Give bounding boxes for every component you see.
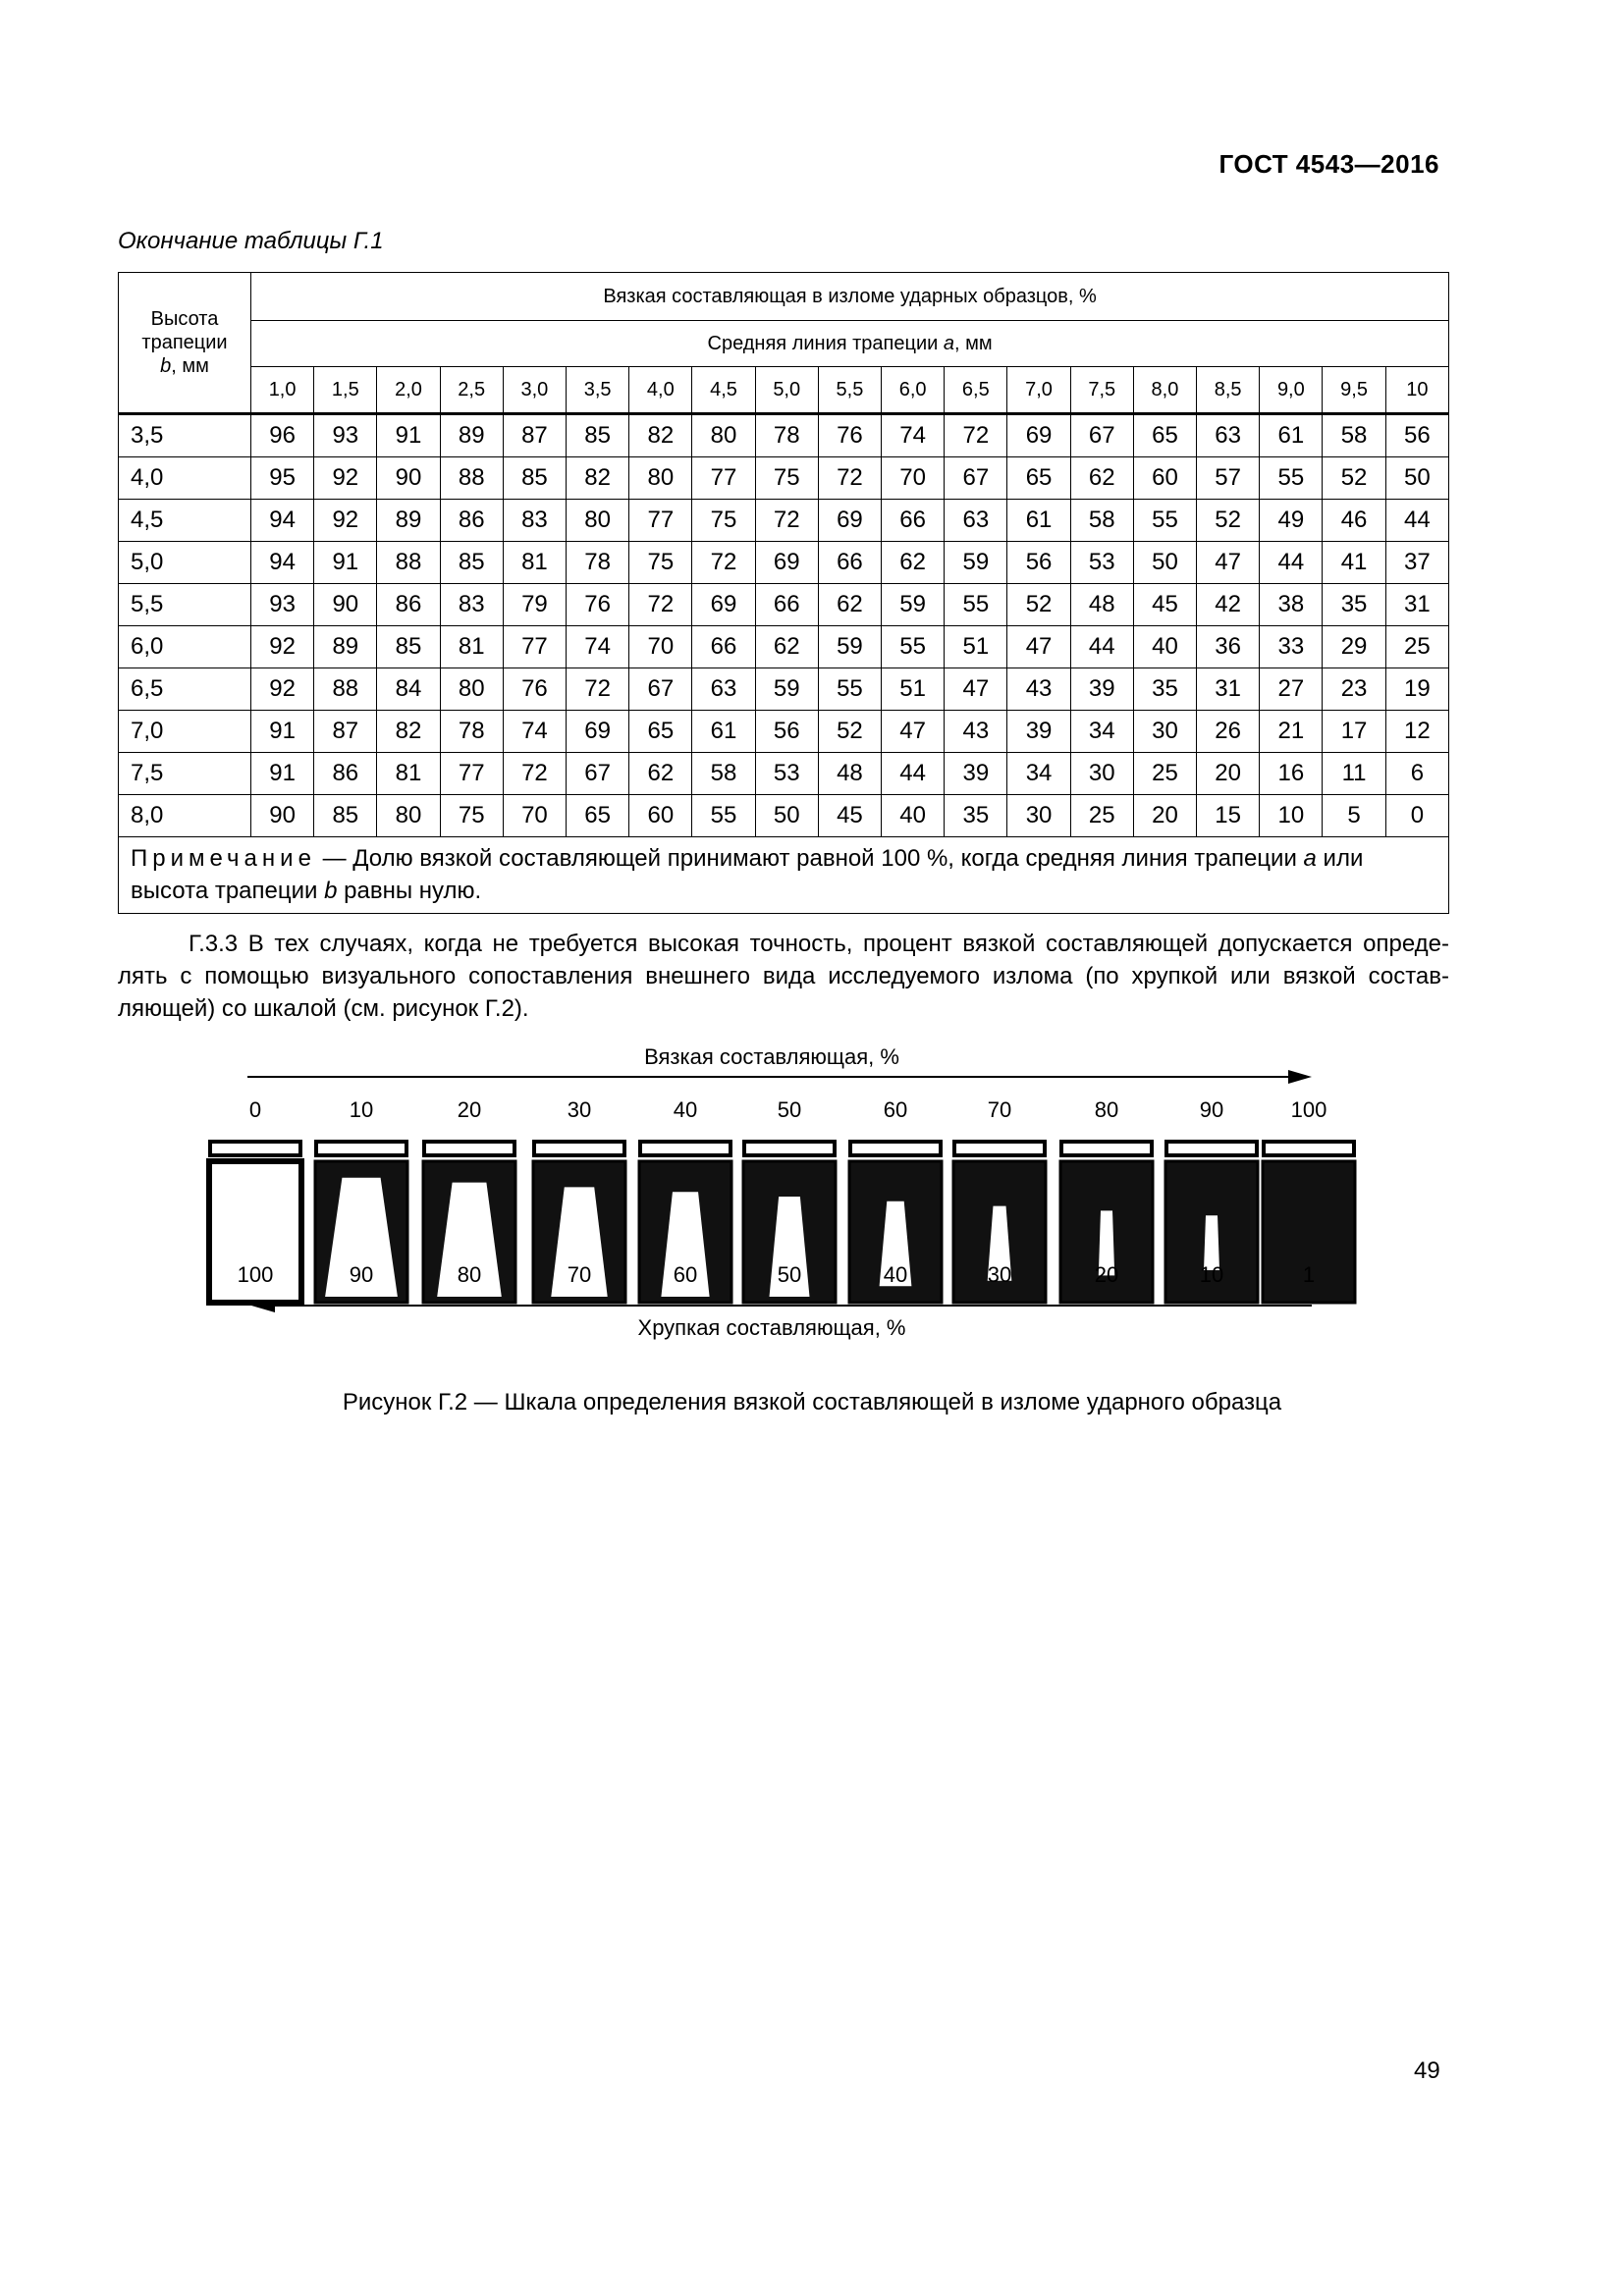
table-cell: 40 [882, 795, 945, 837]
table-cell: 85 [314, 795, 377, 837]
table-cell: 34 [1070, 711, 1133, 753]
table-cell: 12 [1385, 711, 1448, 753]
a-value-header: 7,5 [1070, 367, 1133, 414]
table-cell: 89 [377, 500, 440, 542]
table-cell: 25 [1133, 753, 1196, 795]
ductile-scale-value: 50 [777, 1097, 802, 1122]
table-cell: 92 [251, 668, 314, 711]
table-cell: 85 [567, 414, 629, 457]
table-cell: 49 [1260, 500, 1323, 542]
a-value-header: 4,0 [629, 367, 692, 414]
table-cell: 35 [1323, 584, 1385, 626]
table-cell: 63 [945, 500, 1007, 542]
table-cell: 58 [692, 753, 755, 795]
ductile-scale-value: 0 [248, 1097, 262, 1122]
stub-header-line: Высота [150, 308, 219, 330]
specimen-notch-strip [640, 1142, 731, 1155]
table-cell: 60 [629, 795, 692, 837]
specimen-notch-strip [850, 1142, 941, 1155]
table-cell: 90 [377, 457, 440, 500]
table-cell: 77 [503, 626, 566, 668]
standard-number: ГОСТ 4543—2016 [1218, 149, 1439, 179]
table-cell: 27 [1260, 668, 1323, 711]
table-cell: 6 [1385, 753, 1448, 795]
a-value-header: 4,5 [692, 367, 755, 414]
table-cell: 80 [567, 500, 629, 542]
table-cell: 60 [1133, 457, 1196, 500]
table-cell: 25 [1385, 626, 1448, 668]
row-b-value: 7,0 [119, 711, 251, 753]
table-cell: 33 [1260, 626, 1323, 668]
row-b-value: 8,0 [119, 795, 251, 837]
specimen-notch-strip [1061, 1142, 1152, 1155]
table-cell: 17 [1323, 711, 1385, 753]
table-cell: 66 [755, 584, 818, 626]
table-cell: 81 [440, 626, 503, 668]
table-cell: 67 [1070, 414, 1133, 457]
table-cell: 77 [692, 457, 755, 500]
table-cell: 83 [440, 584, 503, 626]
table-cell: 77 [440, 753, 503, 795]
table-cell: 47 [882, 711, 945, 753]
note-var-a: a [1303, 845, 1317, 872]
table-cell: 35 [1133, 668, 1196, 711]
ductile-scale-value: 70 [987, 1097, 1012, 1122]
stub-header [119, 273, 251, 414]
table-cell: 67 [567, 753, 629, 795]
table-cell: 75 [440, 795, 503, 837]
specimen-notch-strip [210, 1142, 300, 1155]
table-cell: 47 [1197, 542, 1260, 584]
a-values-row [119, 367, 1449, 414]
table-cell: 53 [755, 753, 818, 795]
ductile-scale-value: 100 [1290, 1097, 1327, 1122]
table-cell: 78 [755, 414, 818, 457]
table-cell: 90 [251, 795, 314, 837]
note-row [119, 837, 1449, 914]
table-cell: 45 [818, 795, 881, 837]
table-cell: 50 [1133, 542, 1196, 584]
table-cell: 62 [818, 584, 881, 626]
ductile-table [118, 272, 1447, 914]
table-cell: 89 [314, 626, 377, 668]
table-cell: 39 [1070, 668, 1133, 711]
table-row [119, 457, 1449, 500]
a-value-header: 1,0 [251, 367, 314, 414]
table-cell: 62 [1070, 457, 1133, 500]
a-value-header: 6,5 [945, 367, 1007, 414]
table-cell: 20 [1197, 753, 1260, 795]
table-cell: 20 [1133, 795, 1196, 837]
paragraph-line: ляющей) со шкалой (см. рисунок Г.2). [118, 995, 529, 1022]
table-cell: 52 [818, 711, 881, 753]
table-cell: 69 [567, 711, 629, 753]
table-cell: 75 [755, 457, 818, 500]
table-row [119, 668, 1449, 711]
table-cell: 95 [251, 457, 314, 500]
table-cell: 19 [1385, 668, 1448, 711]
table-cell: 86 [440, 500, 503, 542]
table-cell: 67 [629, 668, 692, 711]
table-cell: 82 [377, 711, 440, 753]
table-cell: 59 [818, 626, 881, 668]
brittle-scale-value: 10 [1199, 1262, 1224, 1287]
table-cell: 88 [440, 457, 503, 500]
ductile-scale-value: 10 [349, 1097, 374, 1122]
table-cell: 72 [567, 668, 629, 711]
brittle-scale-value: 60 [673, 1262, 698, 1287]
table-cell: 76 [567, 584, 629, 626]
table-cell: 42 [1197, 584, 1260, 626]
table-cell: 91 [251, 753, 314, 795]
sub-header: Средняя линия трапеции a, мм [251, 321, 1449, 367]
table-cell: 59 [882, 584, 945, 626]
table-cell: 82 [629, 414, 692, 457]
table-cell: 44 [1385, 500, 1448, 542]
note-label: Примечание [131, 845, 316, 872]
var-b: b [160, 355, 172, 377]
table-cell: 90 [314, 584, 377, 626]
table-cell: 92 [251, 626, 314, 668]
table-cell: 69 [818, 500, 881, 542]
table-cell: 61 [692, 711, 755, 753]
table-cell: 91 [251, 711, 314, 753]
table-cell: 46 [1323, 500, 1385, 542]
table-cell: 91 [377, 414, 440, 457]
table-cell: 59 [945, 542, 1007, 584]
brittle-scale-value: 1 [1302, 1262, 1316, 1287]
table-cell: 48 [1070, 584, 1133, 626]
table-cell: 69 [1007, 414, 1070, 457]
table-row [119, 626, 1449, 668]
table-cell: 36 [1197, 626, 1260, 668]
ductile-scale-value: 40 [673, 1097, 698, 1122]
a-value-header: 9,0 [1260, 367, 1323, 414]
table-cell: 50 [1385, 457, 1448, 500]
table-cell: 55 [882, 626, 945, 668]
table-cell: 56 [755, 711, 818, 753]
table-cell: 51 [945, 626, 1007, 668]
table-cell: 38 [1260, 584, 1323, 626]
table-cell: 57 [1197, 457, 1260, 500]
stub-header-line: b, мм [160, 355, 209, 377]
table-cell: 81 [503, 542, 566, 584]
table-cell: 55 [692, 795, 755, 837]
table-cell: 63 [1197, 414, 1260, 457]
table-cell: 53 [1070, 542, 1133, 584]
table-cell: 52 [1007, 584, 1070, 626]
table-cell: 85 [377, 626, 440, 668]
table-cell: 16 [1260, 753, 1323, 795]
brittle-scale-value: 90 [349, 1262, 374, 1287]
table-cell: 39 [945, 753, 1007, 795]
ductile-axis-label: Вязкая составляющая, % [644, 1044, 899, 1069]
note-var-b: b [324, 878, 338, 904]
specimen-notch-strip [1264, 1142, 1354, 1155]
ductile-arrow-head [1288, 1070, 1312, 1084]
table-cell: 72 [692, 542, 755, 584]
table-cell: 52 [1197, 500, 1260, 542]
table-cell: 77 [629, 500, 692, 542]
table-cell: 62 [629, 753, 692, 795]
table-cell: 69 [755, 542, 818, 584]
table-cell: 56 [1385, 414, 1448, 457]
a-value-header: 7,0 [1007, 367, 1070, 414]
table-cell: 92 [314, 457, 377, 500]
table-cell: 78 [440, 711, 503, 753]
specimen-notch-strip [954, 1142, 1045, 1155]
brittle-scale-value: 30 [987, 1262, 1012, 1287]
table-caption: Окончание таблицы Г.1 [118, 228, 384, 254]
table-cell: 45 [1133, 584, 1196, 626]
table-cell: 66 [692, 626, 755, 668]
row-b-value: 4,0 [119, 457, 251, 500]
table-cell: 94 [251, 500, 314, 542]
note-text: — Долю вязкой составляющей принимают равной 100 %, когда средняя линия трапеции [315, 845, 1304, 872]
table-cell: 43 [945, 711, 1007, 753]
table-cell: 51 [882, 668, 945, 711]
table-row [119, 542, 1449, 584]
table-cell: 55 [1133, 500, 1196, 542]
table-cell: 30 [1133, 711, 1196, 753]
table-row [119, 795, 1449, 837]
ductile-scale-value: 60 [883, 1097, 908, 1122]
table-cell: 72 [945, 414, 1007, 457]
table-cell: 70 [882, 457, 945, 500]
table-cell: 75 [692, 500, 755, 542]
table-cell: 65 [1133, 414, 1196, 457]
table-cell: 62 [882, 542, 945, 584]
row-b-value: 5,0 [119, 542, 251, 584]
table-cell: 84 [377, 668, 440, 711]
table-cell: 70 [503, 795, 566, 837]
table-cell: 5 [1323, 795, 1385, 837]
brittle-scale-value: 20 [1094, 1262, 1119, 1287]
table-cell: 85 [503, 457, 566, 500]
table-cell: 72 [503, 753, 566, 795]
table-cell: 23 [1323, 668, 1385, 711]
row-b-value: 3,5 [119, 414, 251, 457]
table-cell: 58 [1070, 500, 1133, 542]
table-cell: 31 [1197, 668, 1260, 711]
table-cell: 66 [818, 542, 881, 584]
paragraph-g33 [118, 928, 1449, 1025]
top-header: Вязкая составляющая в изломе ударных образцов, % [251, 273, 1449, 321]
table-row [119, 753, 1449, 795]
table-cell: 41 [1323, 542, 1385, 584]
row-b-value: 5,5 [119, 584, 251, 626]
table-cell: 30 [1070, 753, 1133, 795]
var-a: a [943, 332, 954, 354]
table-cell: 67 [945, 457, 1007, 500]
table-cell: 25 [1070, 795, 1133, 837]
table-cell: 47 [945, 668, 1007, 711]
a-value-header: 6,0 [882, 367, 945, 414]
table-cell: 80 [692, 414, 755, 457]
ductile-scale-value: 80 [1094, 1097, 1119, 1122]
table-cell: 72 [755, 500, 818, 542]
specimen-notch-strip [1166, 1142, 1257, 1155]
table-cell: 44 [1070, 626, 1133, 668]
table-cell: 37 [1385, 542, 1448, 584]
table-cell: 86 [377, 584, 440, 626]
table-cell: 50 [755, 795, 818, 837]
table-cell: 65 [629, 711, 692, 753]
table-cell: 96 [251, 414, 314, 457]
table-cell: 72 [629, 584, 692, 626]
row-b-value: 6,5 [119, 668, 251, 711]
specimen-notch-strip [316, 1142, 406, 1155]
note-text: равны нулю. [337, 878, 482, 904]
table-cell: 59 [755, 668, 818, 711]
table-cell: 21 [1260, 711, 1323, 753]
table-cell: 40 [1133, 626, 1196, 668]
table-cell: 74 [503, 711, 566, 753]
table-cell: 56 [1007, 542, 1070, 584]
table-cell: 39 [1007, 711, 1070, 753]
table-cell: 87 [314, 711, 377, 753]
note-text: или высота трапеции [131, 845, 1364, 904]
row-b-value: 6,0 [119, 626, 251, 668]
figure-caption: Рисунок Г.2 — Шкала определения вязкой составляющей в изломе ударного образца [342, 1389, 1282, 1415]
specimen-notch-strip [424, 1142, 514, 1155]
a-value-header: 1,5 [314, 367, 377, 414]
table-cell: 76 [503, 668, 566, 711]
table-row [119, 711, 1449, 753]
table-note [119, 837, 1449, 914]
table-cell: 62 [755, 626, 818, 668]
table-cell: 91 [314, 542, 377, 584]
table-cell: 86 [314, 753, 377, 795]
ductile-scale-value: 90 [1199, 1097, 1224, 1122]
table-cell: 87 [503, 414, 566, 457]
table-cell: 80 [440, 668, 503, 711]
table-cell: 69 [692, 584, 755, 626]
table-cell: 44 [1260, 542, 1323, 584]
scale-arrows [0, 1031, 1624, 1355]
table-cell: 35 [945, 795, 1007, 837]
table-cell: 83 [503, 500, 566, 542]
table-cell: 55 [1260, 457, 1323, 500]
table-row [119, 414, 1449, 457]
table-cell: 26 [1197, 711, 1260, 753]
table-cell: 93 [251, 584, 314, 626]
row-b-value: 4,5 [119, 500, 251, 542]
table-cell: 81 [377, 753, 440, 795]
table-cell: 82 [567, 457, 629, 500]
table-cell: 30 [1007, 795, 1070, 837]
a-value-header: 10 [1385, 367, 1448, 414]
page-number: 49 [1414, 2057, 1440, 2084]
table-cell: 58 [1323, 414, 1385, 457]
brittle-scale-value: 50 [777, 1262, 802, 1287]
table-cell: 79 [503, 584, 566, 626]
table-cell: 10 [1260, 795, 1323, 837]
table-cell: 61 [1260, 414, 1323, 457]
specimen-notch-strip [744, 1142, 835, 1155]
a-value-header: 2,0 [377, 367, 440, 414]
table-cell: 11 [1323, 753, 1385, 795]
a-value-header: 5,5 [818, 367, 881, 414]
brittle-scale-value: 40 [883, 1262, 908, 1287]
table-cell: 52 [1323, 457, 1385, 500]
table-row [119, 584, 1449, 626]
brittle-scale-value: 100 [237, 1262, 274, 1287]
table-cell: 92 [314, 500, 377, 542]
table-cell: 66 [882, 500, 945, 542]
ductile-scale-value: 30 [567, 1097, 592, 1122]
table-cell: 55 [818, 668, 881, 711]
table-row [119, 500, 1449, 542]
table-cell: 61 [1007, 500, 1070, 542]
specimen-notch-strip [534, 1142, 624, 1155]
brittle-axis-label: Хрупкая составляющая, % [637, 1315, 906, 1340]
table-cell: 72 [818, 457, 881, 500]
figure-g2 [0, 1031, 1624, 1355]
brittle-scale-value: 80 [457, 1262, 482, 1287]
a-value-header: 3,0 [503, 367, 566, 414]
table-cell: 63 [692, 668, 755, 711]
table-cell: 74 [882, 414, 945, 457]
table-cell: 76 [818, 414, 881, 457]
stub-header-line: трапеции [141, 332, 228, 353]
table-cell: 74 [567, 626, 629, 668]
table-cell: 70 [629, 626, 692, 668]
table-cell: 47 [1007, 626, 1070, 668]
a-value-header: 5,0 [755, 367, 818, 414]
brittle-scale-value: 70 [567, 1262, 592, 1287]
table-cell: 43 [1007, 668, 1070, 711]
a-value-header: 2,5 [440, 367, 503, 414]
a-value-header: 3,5 [567, 367, 629, 414]
ductile-scale-value: 20 [457, 1097, 482, 1122]
table-cell: 75 [629, 542, 692, 584]
table-cell: 29 [1323, 626, 1385, 668]
table-cell: 85 [440, 542, 503, 584]
paragraph-line: лять с помощью визуального сопоставления внешнего вида исследуемого излома (по хрупкой или вязкой состав- [118, 963, 1449, 989]
paragraph-line: Г.3.3 В тех случаях, когда не требуется высокая точность, процент вязкой составляющей допускается опреде- [189, 931, 1449, 957]
table-cell: 65 [567, 795, 629, 837]
table-cell: 31 [1385, 584, 1448, 626]
table-cell: 34 [1007, 753, 1070, 795]
a-value-header: 8,0 [1133, 367, 1196, 414]
table-cell: 94 [251, 542, 314, 584]
data-table [118, 272, 1449, 914]
table-cell: 55 [945, 584, 1007, 626]
table-cell: 48 [818, 753, 881, 795]
a-value-header: 9,5 [1323, 367, 1385, 414]
a-value-header: 8,5 [1197, 367, 1260, 414]
table-cell: 0 [1385, 795, 1448, 837]
row-b-value: 7,5 [119, 753, 251, 795]
table-cell: 89 [440, 414, 503, 457]
table-cell: 44 [882, 753, 945, 795]
table-cell: 15 [1197, 795, 1260, 837]
table-cell: 78 [567, 542, 629, 584]
table-cell: 80 [629, 457, 692, 500]
table-cell: 88 [314, 668, 377, 711]
table-cell: 93 [314, 414, 377, 457]
table-cell: 88 [377, 542, 440, 584]
table-cell: 65 [1007, 457, 1070, 500]
table-cell: 80 [377, 795, 440, 837]
